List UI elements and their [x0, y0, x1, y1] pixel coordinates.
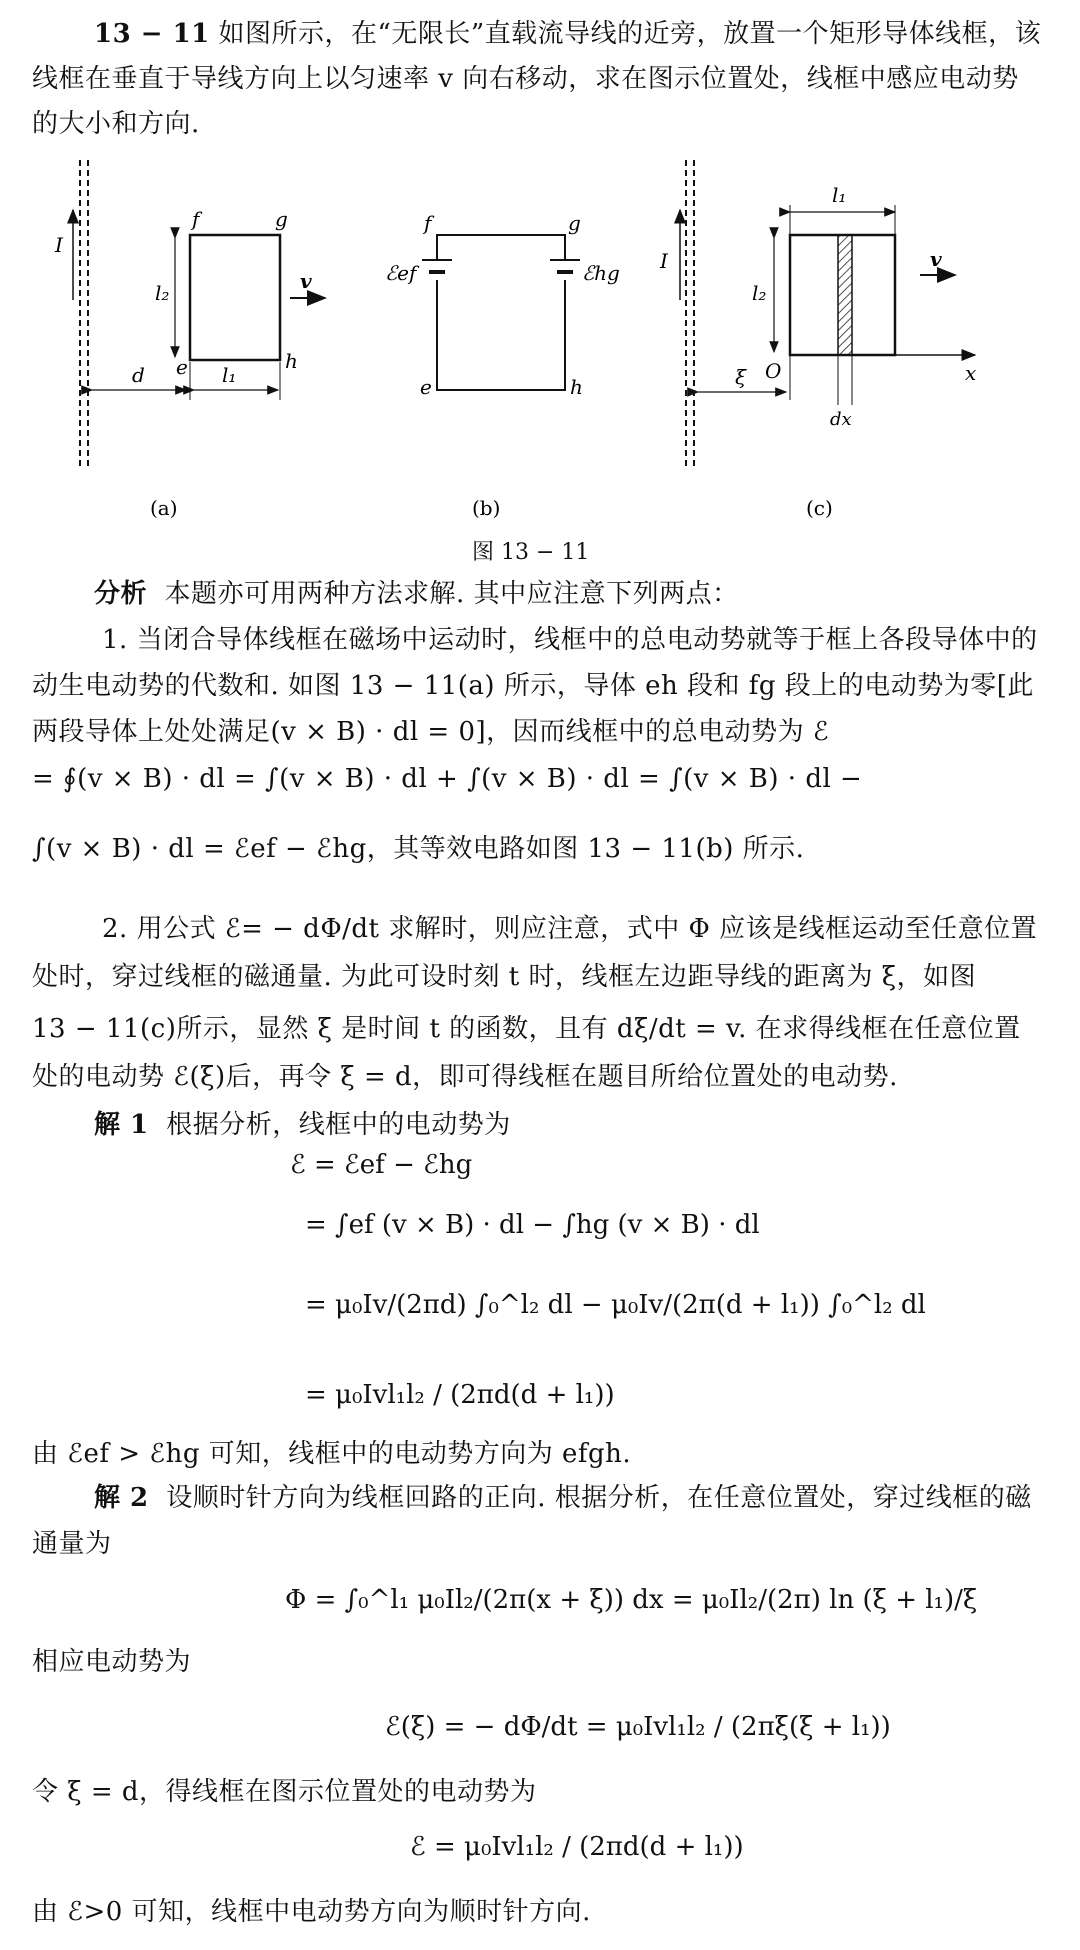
svg-text:e: e: [420, 375, 432, 399]
solution2-conclusion: 由 ℰ>0 可知，线框中电动势方向为顺时针方向.: [32, 1897, 591, 1927]
svg-text:O: O: [765, 359, 782, 383]
figure-panel-b: [385, 211, 620, 520]
frame-a: [190, 235, 280, 360]
solution1-eq4: = μ₀Ivl₁l₂ / (2πd(d + l₁)): [305, 1380, 615, 1410]
solution1-eq1: ℰ = ℰef − ℰhg: [290, 1150, 473, 1180]
svg-text:I: I: [660, 249, 668, 273]
figure-caption: 图 13 − 11: [472, 540, 590, 565]
figure-panel-c: [659, 160, 976, 520]
caption-c: (c): [806, 496, 833, 520]
svg-text:h: h: [570, 375, 583, 399]
problem-statement: [32, 12, 1042, 147]
solution2-flux: Φ = ∫₀^l₁ μ₀Il₂/(2π(x + ξ)) dx = μ₀Il₂/(2π) ln (ξ + l₁)/ξ: [285, 1585, 978, 1615]
analysis-point1-c: ∫(v × B) · dl = ℰef − ℰhg，其等效电路如图 13 − 11(b) 所示.: [32, 834, 805, 864]
solution2-intro: 解 2 设顺时针方向为线框回路的正向. 根据分析，在任意位置处，穿过线框的磁通量为: [32, 1483, 1032, 1559]
svg-text:f: f: [424, 211, 432, 235]
circuit-b: [437, 235, 565, 260]
svg-text:dx: dx: [830, 409, 852, 430]
problem-number: 13 − 11: [94, 19, 210, 49]
solution1-conclusion: 由 ℰef > ℰhg 可知，线框中的电动势方向为 efgh.: [32, 1439, 632, 1469]
problem-text: 如图所示，在“无限长”直载流导线的近旁，放置一个矩形导体线框，该线框在垂直于导线方向上以匀速率 v 向右移动，求在图示位置处，线框中感应电动势的大小和方向.: [32, 19, 1042, 139]
svg-text:f: f: [192, 207, 200, 231]
solution2-emf: ℰ(ξ) = − dΦ/dt = μ₀Ivl₁l₂ / (2πξ(ξ + l₁)): [385, 1712, 891, 1742]
caption-b: (b): [472, 496, 501, 520]
strip-dx: [838, 235, 852, 355]
analysis-point2-a: 2. 用公式 ℰ= − dΦ/dt 求解时，则应注意，式中 Φ 应该是线框运动至任意位置处时，穿过线框的磁通量. 为此可设时刻 t 时，线框左边距导线的距离为 ξ，如图: [32, 914, 1038, 992]
analysis-intro: 分析 本题亦可用两种方法求解. 其中应注意下列两点：: [94, 579, 739, 609]
analysis-point2-b: 13 − 11(c)所示，显然 ξ 是时间 t 的函数，且有 dξ/dt = v. 在求得线框在任意位置处的电动势 ℰ(ξ)后，再令 ξ = d，即可得线框在题目所给位置处的电动势.: [32, 1014, 1021, 1092]
analysis-point1-b: = ∮(v × B) · dl = ∫(v × B) · dl + ∫(v × B) · dl = ∫(v × B) · dl −: [32, 764, 863, 794]
solution1-eq3: = μ₀Iv/(2πd) ∫₀^l₂ dl − μ₀Iv/(2π(d + l₁)) ∫₀^l₂ dl: [305, 1290, 926, 1320]
svg-text:g: g: [275, 207, 288, 231]
solution2-emf-label: 相应电动势为: [32, 1647, 192, 1677]
figure-panel-a: [54, 160, 325, 520]
svg-text:v: v: [300, 269, 312, 293]
svg-text:g: g: [568, 211, 581, 235]
svg-text:l₂: l₂: [155, 281, 170, 305]
svg-text:e: e: [176, 355, 188, 379]
solution2-set-label: 令 ξ = d，得线框在图示位置处的电动势为: [32, 1777, 537, 1807]
svg-text:x: x: [965, 361, 977, 385]
label-I-a: I: [55, 233, 63, 257]
svg-text:l₂: l₂: [752, 281, 767, 305]
caption-a: (a): [150, 496, 178, 520]
svg-text:h: h: [285, 349, 298, 373]
analysis-point1-a: 1. 当闭合导体线框在磁场中运动时，线框中的总电动势就等于框上各段导体中的动生电动势的代数和. 如图 13 − 11(a) 所示，导体 eh 段和 fg 段上的电动势为零[此两段导体上处处满足(v × B) · dl = 0]，因而线框中的总电动势为 ℰ: [32, 625, 1038, 747]
svg-text:ℰef: ℰef: [385, 261, 417, 285]
solution2-final: ℰ = μ₀Ivl₁l₂ / (2πd(d + l₁)): [410, 1832, 744, 1862]
svg-text:l₁: l₁: [222, 363, 237, 387]
svg-text:d: d: [132, 363, 145, 387]
svg-text:ξ: ξ: [735, 365, 747, 389]
svg-text:v: v: [930, 247, 942, 271]
solution1-eq2: = ∫ef (v × B) · dl − ∫hg (v × B) · dl: [305, 1210, 760, 1240]
solution1-intro: 解 1 根据分析，线框中的电动势为: [94, 1110, 511, 1140]
svg-text:l₁: l₁: [832, 183, 847, 207]
svg-text:ℰhg: ℰhg: [582, 261, 620, 285]
